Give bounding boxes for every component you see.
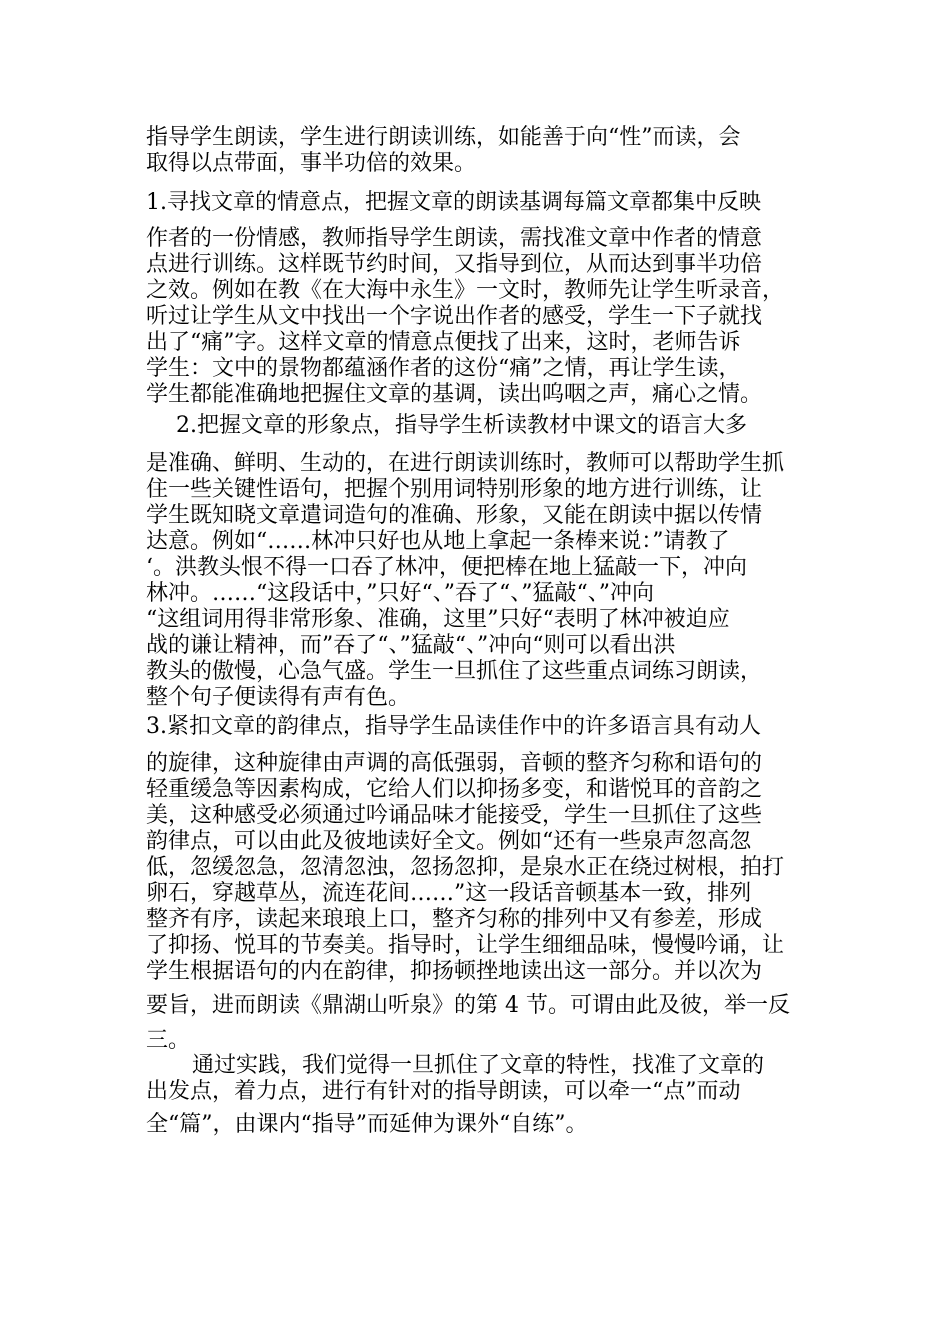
text-line: 学生：文中的景物都蕴涵作者的这份“痛”之情，再让学生读，	[146, 356, 741, 381]
text-line: 学生都能准确地把握住文章的基调，读出呜咽之声，痛心之情。	[146, 382, 763, 407]
section-heading-1: 1.寻找文章的情意点，把握文章的朗读基调每篇文章都集中反映	[146, 190, 761, 215]
text-line: 出发点，着力点，进行有针对的指导朗读，可以牵一“点”而动	[146, 1079, 741, 1104]
text-line: 之效。例如在教《在大海中永生》一文时，教师先让学生听录音，	[146, 278, 785, 303]
text-line: 战的谦让精神，而”吞了“、”猛敲“、”冲向“则可以看出洪	[146, 633, 676, 658]
text-line: “这组词用得非常形象、准确，这里”只好“表明了林冲被迫应	[146, 607, 730, 632]
text-line: 出了“痛”字。这样文章的情意点便找了出来，这时，老师告诉	[146, 330, 741, 355]
text-line: 取得以点带面，事半功倍的效果。	[146, 151, 477, 176]
text-line: 美，这种感受必须通过吟诵品味才能接受，学生一旦抓住了这些	[146, 803, 763, 828]
text-line: 林冲。……“这段话中，”只好“、”吞了“、”猛敲“、”冲向	[146, 581, 654, 606]
text-line: 要旨，进而朗读《鼎湖山听泉》的第 4 节。可谓由此及彼，举一反	[146, 993, 790, 1018]
text-line: 达意。例如“……林冲只好也从地上拿起一条棒来说：”请教了	[146, 529, 730, 554]
text-line: 韵律点，可以由此及彼地读好全文。例如“还有一些泉声忽高忽	[146, 829, 752, 854]
text-line: 点进行训练。这样既节约时间，又指导到位，从而达到事半功倍	[146, 252, 763, 277]
text-line: 作者的一份情感，教师指导学生朗读，需找准文章中作者的情意	[146, 226, 763, 251]
text-line: 轻重缓急等因素构成，它给人们以抑扬多变，和谐悦耳的音韵之	[146, 777, 763, 802]
text-line: 指导学生朗读，学生进行朗读训练，如能善于向“性”而读，会	[146, 125, 741, 150]
text-line: 的旋律，这种旋律由声调的高低强弱，音顿的整齐匀称和语句的	[146, 751, 763, 776]
text-line: 了抑扬、悦耳的节奏美。指导时，让学生细细品味，慢慢吟诵，让	[146, 933, 785, 958]
text-line: 卵石，穿越草丛，流连花间……”这一段话音顿基本一致，排列	[146, 881, 752, 906]
text-line: 学生既知晓文章遣词造句的准确、形象，又能在朗读中据以传情	[146, 503, 763, 528]
conclusion-line: 通过实践，我们觉得一旦抓住了文章的特性，找准了文章的	[192, 1053, 765, 1078]
text-line: 是准确、鲜明、生动的，在进行朗读训练时，教师可以帮助学生抓	[146, 451, 785, 476]
text-line: ‘。洪教头恨不得一口吞了林冲，便把棒在地上猛敲一下，冲向	[146, 555, 747, 580]
text-line: 低，忽缓忽急，忽清忽浊，忽扬忽抑，是泉水正在绕过树根，拍打	[146, 855, 785, 880]
text-line: 整个句子便读得有声有色。	[146, 685, 411, 710]
section-heading-2: 2.把握文章的形象点，指导学生析读教材中课文的语言大多	[176, 413, 747, 438]
text-line: 听过让学生从文中找出一个字说出作者的感受，学生一下子就找	[146, 304, 763, 329]
text-line: 全“篇”，由课内“指导”而延伸为课外“自练”。	[146, 1112, 588, 1137]
text-line: 整齐有序，读起来琅琅上口，整齐匀称的排列中又有参差，形成	[146, 907, 763, 932]
section-heading-3: 3.紧扣文章的韵律点，指导学生品读佳作中的许多语言具有动人	[146, 714, 761, 739]
text-line: 三。	[146, 1028, 191, 1053]
text-line: 住一些关键性语句，把握个别用词特别形象的地方进行训练，让	[146, 477, 763, 502]
text-line: 学生根据语句的内在韵律，抑扬顿挫地读出这一部分。并以次为	[146, 959, 763, 984]
text-line: 教头的傲慢，心急气盛。学生一旦抓住了这些重点词练习朗读，	[146, 659, 763, 684]
